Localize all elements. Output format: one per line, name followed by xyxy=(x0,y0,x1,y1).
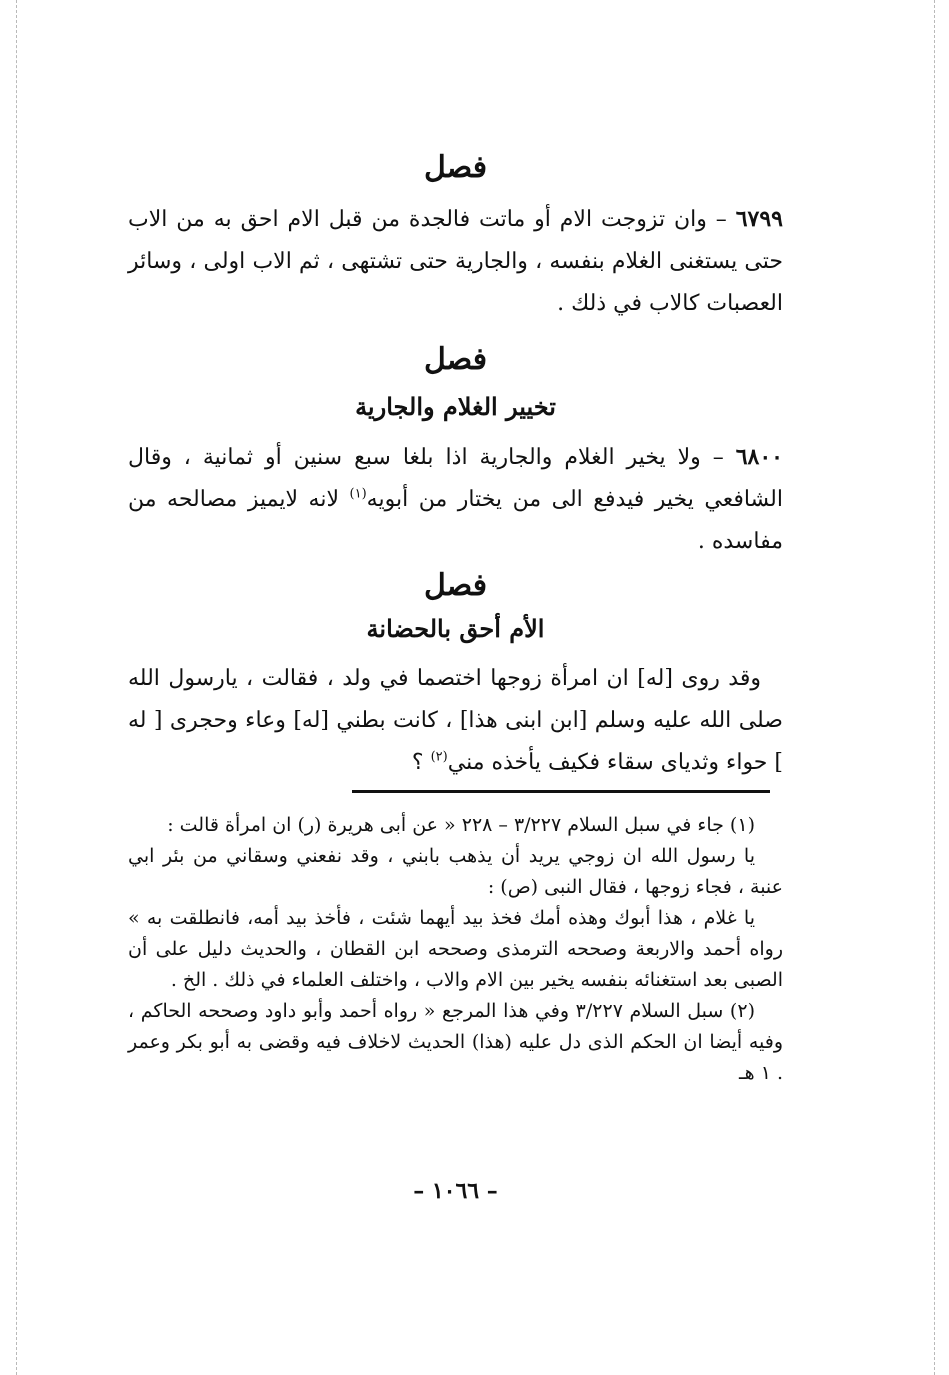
page-number: – ١٠٦٦ – xyxy=(413,1178,498,1204)
page-edge-guide-left xyxy=(16,0,17,1375)
section-heading-2 xyxy=(128,340,783,380)
paragraph-6800-text-b: لانه لايميز مصالحه من مفاسده . xyxy=(128,487,783,554)
footnote-ref-2: (٢) xyxy=(430,749,448,765)
footnote-1-line-2: يا رسول الله ان زوجي يريد أن يذهب بابني ، وقد نفعني وسقاني من بئر ابي عنبة ، فجاء زوجها ، فقال النبى (ص) : xyxy=(128,845,783,898)
footnotes xyxy=(128,810,783,1089)
footnote-1-line-1: (١) جاء في سبل السلام ٣/٢٢٧ – ٢٢٨ « عن أبى هريرة (ر) ان امرأة قالت : xyxy=(167,814,755,836)
section-heading-1-text: فصل xyxy=(423,150,488,185)
paragraph-6800 xyxy=(128,436,783,563)
page-edge-guide-right xyxy=(934,0,935,1375)
section-heading-3 xyxy=(128,566,783,606)
footnote-2: (٢) سبل السلام ٣/٢٢٧ وفي هذا المرجع « رواه أحمد وأبو داود وصححه الحاكم ، وفيه أيضا ان الحكم الذى دل عليه (هذا) الحديث لاخلاف فيه وقضى به أبو بكر وعمر . ١ هـ xyxy=(128,1000,783,1084)
paragraph-hadith-text-a: وقد روى [له] ان امرأة زوجها اختصما في ولد ، فقالت ، يارسول الله صلى الله عليه وسلم [ابن ابنى هذا] ، كانت بطني [له] وعاء وحجرى [ له ] حواء وثدياى سقاء فكيف يأخذه مني xyxy=(128,666,783,775)
footnote-separator xyxy=(352,790,770,793)
footnote-ref-1: (١) xyxy=(349,486,367,502)
paragraph-6800-number: ٦٨٠٠ xyxy=(735,444,783,470)
subheading-choice: تخيير الغلام والجارية xyxy=(355,392,556,421)
footnote-1-line-3: يا غلام ، هذا أبوك وهذه أمك فخذ بيد أيهما شئت ، فأخذ بيد أمه، فانطلقت به » رواه أحمد والاربعة وصححه الترمذى وصححه ابن القطان ، والحديث دليل على أن الصبى بعد استغنائه بنفسه يخير بين الام والاب ، واختلف العلماء في ذلك . الخ . xyxy=(128,907,783,991)
subheading-custody: الأم أحق بالحضانة xyxy=(366,614,545,643)
paragraph-6799 xyxy=(128,198,783,325)
section-heading-1 xyxy=(128,148,783,188)
paragraph-hadith-text-b: ؟ xyxy=(411,750,431,775)
paragraph-hadith xyxy=(128,658,783,784)
paragraph-6799-text: – وان تزوجت الام أو ماتت فالجدة من قبل الام احق به من الاب حتى يستغنى الغلام بنفسه ، والجارية حتى تشتهى ، ثم الاب اولى ، وسائر العصبات كالاب في ذلك . xyxy=(128,207,783,316)
section-heading-3-text: فصل xyxy=(423,568,488,603)
section-heading-2-text: فصل xyxy=(423,342,488,377)
paragraph-6799-number: ٦٧٩٩ xyxy=(735,206,783,232)
paragraph-6800-text-a: – ولا يخير الغلام والجارية اذا بلغا سبع سنين أو ثمانية ، وقال الشافعي يخير فيدفع الى من يختار من أبويه xyxy=(128,445,783,512)
